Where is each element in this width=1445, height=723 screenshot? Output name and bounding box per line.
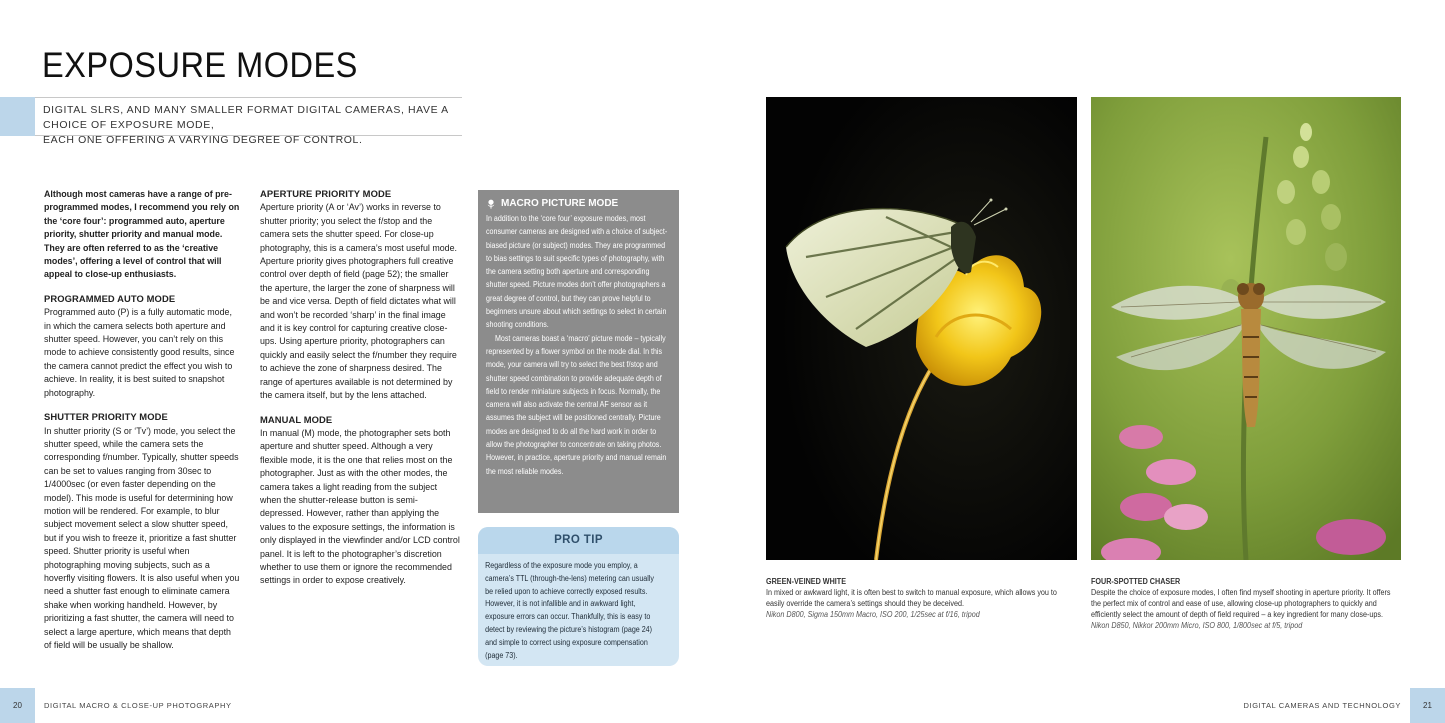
page-number-left: 20: [0, 688, 35, 723]
pro-tip-title: PRO TIP: [478, 527, 679, 554]
macro-box-body: [486, 212, 671, 478]
caption-butterfly-body: In mixed or awkward light, it is often best to switch to manual exposure, which allows you to easily override the camera’s settings should they be deceived.: [766, 588, 1057, 608]
programmed-auto-body: Programmed auto (P) is a fully automatic mode, in which the camera selects both aperture and shutter speed. However, you can’t rely on this mode to achieve consistently good results, since the camera cannot predict the effect you wish to achieve. In reality, it is best suited to snapshot photography.: [44, 307, 235, 398]
aperture-priority-heading: APERTURE PRIORITY MODE: [260, 188, 392, 199]
intro-line-2: EACH ONE OFFERING A VARYING DEGREE OF CONTROL.: [43, 134, 363, 146]
intro-accent-bar: [0, 97, 35, 136]
macro-box-title: [486, 198, 671, 210]
aperture-priority-body: Aperture priority (A or ‘Av’) works in reverse to shutter priority; you select the f/stop and the camera sets the shutter speed. For close-up photography, this is a camera’s most useful mode. Aperture priority gives photographers full creative control over depth of field (page 52); the smaller the aperture, the larger the zone of sharpness will be and vice versa. Depth of field dictates what will and won’t be recorded ‘sharp’ in the final image and it is key control for capturing creative close-ups. Using aperture priority, photographers can quickly and easily select the f/number they require to achieve the zone of sharpness desired. The range of apertures available is not determined by the camera itself, but by the lens attached.: [260, 202, 457, 401]
macro-box-paragraph-2: Most cameras boast a ‘macro’ picture mode – typically represented by a flower symbol on the mode dial. In this mode, your camera will try to select the best f/stop and shutter speed combination to provide adequate depth of field to render miniature subjects in focus. Normally, the camera will also activate the central AF sensor as it assumes the subject will be positioned centrally. Picture modes are designed to do all the hard work in order to allow the photographer to concentrate on taking photos. However, in practice, aperture priority and manual remain the most reliable modes.: [486, 333, 667, 476]
flower-icon: [486, 199, 496, 209]
page-title: EXPOSURE MODES: [42, 46, 358, 85]
page-number-right: 21: [1410, 688, 1445, 723]
caption-dragonfly: [1091, 576, 1402, 631]
programmed-auto-heading: PROGRAMMED AUTO MODE: [44, 292, 176, 304]
macro-box-title-text: MACRO PICTURE MODE: [501, 198, 619, 209]
caption-dragonfly-meta: Nikon D850, Nikkor 200mm Micro, ISO 800, 1/800sec at f/5, tripod: [1091, 621, 1303, 630]
caption-butterfly-title: GREEN-VEINED WHITE: [766, 577, 847, 586]
dragonfly-photo: [1091, 97, 1401, 560]
shutter-priority-body: In shutter priority (S or ‘Tv’) mode, you select the shutter speed, while the camera sets the corresponding f/number. Typically, shutter speeds can be set to values ranging from 30sec to 1/4000sec (or even faster depending on the model). This mode is useful for determining how motion will be rendered. For example, to blur subject movement select a slow shutter speed, but if you wish to freeze it, prioritize a fast shutter speed. Shutter priority is useful when photographing moving subjects, such as a hoverfly visiting flowers. It is also useful when you need a shutter fast enough to eliminate camera shake when working handheld. However, by prioritizing a fast shutter, the camera will need to select a large aperture, which means that depth of field will be usually be shallow.: [44, 425, 240, 650]
dragonfly-illustration: [1091, 97, 1401, 560]
butterfly-illustration: [766, 97, 1077, 560]
manual-mode-heading: MANUAL MODE: [260, 413, 333, 425]
caption-butterfly-meta: Nikon D800, Sigma 150mm Macro, ISO 200, 1/25sec at f/16, tripod: [766, 610, 980, 619]
text-column-2: [260, 187, 460, 588]
macro-box-paragraph-1: In addition to the ‘core four’ exposure modes, most consumer cameras are designed with a choice of subject-biased picture (or subject) modes. They are programmed to bias settings to suit specific types of photography, with the camera setting both aperture and corresponding shutter speed. Picture modes don’t offer photographers a great degree of control, but they can prove helpful to beginners unsure about which settings to select in certain shooting conditions.: [486, 214, 668, 330]
intro-divider-top: [35, 97, 462, 98]
manual-mode-body: In manual (M) mode, the photographer sets both aperture and shutter speed. Although a very flexible mode, it is the one that relies most on the photographer. Just as with the other modes, the camera takes a light reading from the subject when the shutter-release button is semi-depressed. However, rather than applying the values to the exposure settings, the information is only displayed in the viewfinder and/or LCD control panel. It is left to the photographer’s discretion whether to use them or ignore the recommended settings in order to expose creatively.: [260, 427, 460, 586]
caption-butterfly: [766, 576, 1077, 620]
pro-tip-body: Regardless of the exposure mode you employ, a camera’s TTL (through-the-lens) metering can usually be relied upon to achieve correctly exposed results. However, it is not infallible and in awkward light, exposure errors can occur. Thankfully, this is easy to detect by reviewing the picture’s histogram (page 24) and simple to correct using exposure compensation (page 73).: [485, 561, 654, 660]
intro-line-1: DIGITAL SLRS, AND MANY SMALLER FORMAT DIGITAL CAMERAS, HAVE A CHOICE OF EXPOSURE MODE,: [43, 104, 449, 131]
lead-paragraph: Although most cameras have a range of pre-programmed modes, I recommend you rely on the ‘core four’: programmed auto, aperture priority, shutter priority and manual mode. They are often referred to as the ‘creative modes’, offering a level of control that will appeal to close-up enthusiasts.: [44, 189, 240, 280]
macro-picture-mode-sidebar: [478, 190, 679, 513]
caption-dragonfly-title: FOUR-SPOTTED CHASER: [1091, 577, 1181, 586]
footer-book-title: DIGITAL MACRO & CLOSE-UP PHOTOGRAPHY: [44, 701, 232, 710]
caption-dragonfly-body: Despite the choice of exposure modes, I often find myself shooting in aperture priority. It offers the perfect mix of control and ease of use, allowing close-up photographers to quickly and efficiently select the amount of depth of field required – a key ingredient for many close-ups.: [1091, 588, 1391, 619]
pro-tip-box: [478, 527, 679, 666]
shutter-priority-heading: SHUTTER PRIORITY MODE: [44, 411, 168, 423]
intro-text: [43, 103, 458, 148]
butterfly-photo: [766, 97, 1077, 560]
text-column-1: [44, 188, 240, 652]
footer-chapter-title: DIGITAL CAMERAS AND TECHNOLOGY: [1243, 701, 1401, 710]
